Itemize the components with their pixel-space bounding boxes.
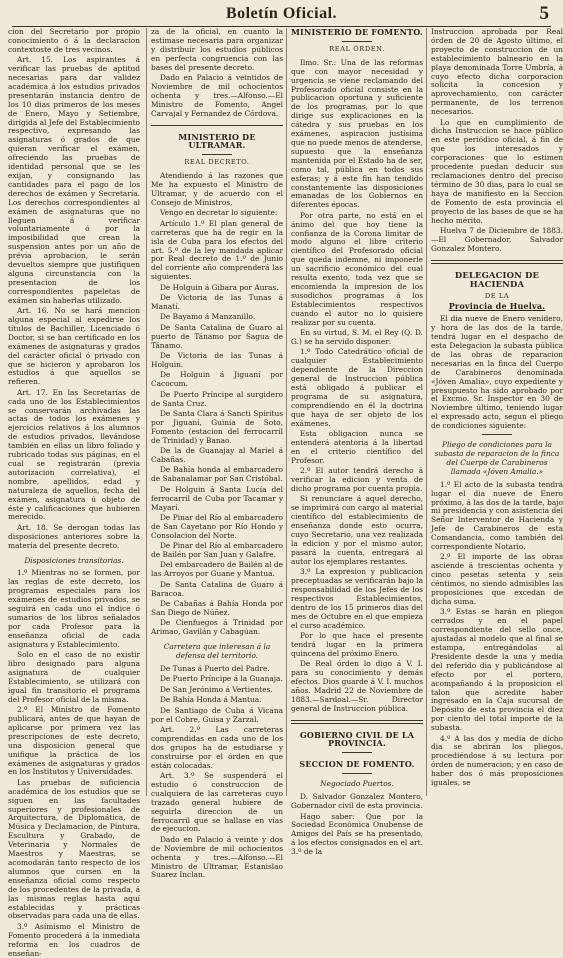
real-orden-heading: REAL ÓRDEN. — [329, 44, 385, 53]
paragraph: Art. 17. En las Secretarías de cada uno de los Establecimientos se conservarán archivadas las actas de todos los exámenes y ejercicios relativos á los alumnos de estudios privados, llevándose también en ellas un libro foliado y rubricado todas sus páginas, en el cual se registrarán (previa autorizacion correlativa), el nombre, apellidos, edad y naturaleza de aquellos, fecha del exámen, asignatura ú objeto de éste y calificaciones que hubieren merecido. — [8, 387, 140, 522]
short-divider — [342, 41, 372, 42]
short-divider — [482, 434, 512, 435]
section-divider — [151, 125, 283, 126]
pliego-heading: Pliego de condiciones para la subasta de reparacion de la finca del Cuerpo de Carabineros llamada «Jóven Amalia.» — [434, 440, 560, 476]
section-heading-fomento: MINISTERIO DE FOMENTO. — [291, 27, 423, 37]
list-item: De Cienfuegos á Trinidad por Arimao, Gavilán y Cabagúan. — [151, 618, 283, 637]
list-item: De Holguin á Santa Lucía del ferrocarril de Cuba por Tacamar y Mayarí. — [151, 484, 283, 512]
section-divider — [291, 720, 423, 724]
list-item: De Puerto Príncipe al surgidero de Santa Cruz. — [151, 389, 283, 408]
short-divider — [202, 154, 232, 155]
paragraph: cion del Secretario por propio conocimiento ó á la declaracion contextoste de tres vecinos. — [8, 27, 140, 54]
negociado-heading: Negociado Puertos. — [320, 779, 394, 789]
paragraph: 1.º Mientras no se formen, por las reglas de este decreto, los programas especiales para los exámenes de estudios privados, se seguirá en cada uno el índice ó sumarios de los libros señalados por cada Profesor para la enseñanza oficial de cada asignatura y Establecimiento. — [8, 568, 140, 649]
paragraph: Vengo en decretar lo siguiente: — [160, 208, 278, 218]
real-decreto-heading: REAL DECRETO. — [184, 158, 250, 167]
paragraph: Lo que en cumplimiento de dicha Instruccion se hace público en este periódico oficial, á fin de que los interesados y corporaciones que lo estimen procedente puedan deducir sus reclamaciones dentro del preciso término de 30 dias, para lo cual se haya de manifiesto en la Seccion de Fomento de esta provincia el proyecto de las bases de que se ha hecho mérito. — [431, 117, 563, 225]
paragraph: Instruccion aprobada por Real órden de 20 de Agosto último, el proyecto de construccion de un establecimiento balneario en la playa denominada Torre Umbría, á cuyo efecto dicha corporacion solicita la concesion y aprovechamiento, con carácter permanente, de los terrenos necesarios. — [431, 27, 563, 117]
list-item: De Santa Catalina de Guaro al puerto de Tánamo por Sagua de Tánamo. — [151, 322, 283, 350]
list-item: De Holguin á Gibara por Auras. — [160, 282, 279, 292]
section-heading-gobierno-civil: GOBIERNO CIVIL DE LA PROVINCIA. — [299, 729, 415, 749]
short-divider — [342, 752, 372, 753]
paragraph: Las pruebas de suficiencia académica de los estudios que se siguen en las facultades superiores y profesionales de Arquitectura, de Diplomática, de Música y Declamacion, de Pintura, Escultura y Grabado, de Veterinaria y Normales de Maestros y Maestras, se acomodarán tanto respecto de los alumnos que cursen en la enseñanza oficial como respecto de los procedentes de la privada, á las mismas reglas hasta aquí establecidas y prácticas observadas para cada una de ellas. — [8, 777, 140, 921]
paragraph: Huelva 7 de Diciembre de 1883.—El Gobernador, Salvador Gonzalez Montero. — [431, 225, 563, 253]
list-item: De Puerto Príncipe á la Guanaja. — [160, 674, 283, 684]
section-heading-delegacion: DELEGACION DE HACIENDA — [454, 269, 540, 289]
list-item: Del embarcadero de Bailén al de las Arroyos por Guane y Mantua. — [151, 560, 283, 579]
paragraph: Artículo 1.º El plan general de carreteras que ha de regir en la isla de Cuba para los efectos del art. 5.º de la ley mandada aplicar por Real decreto de 1.º de Junio del corriente año comprenderá las siguientes. — [151, 218, 283, 282]
list-item: De Tunas á Puerto del Padre. — [160, 664, 270, 673]
short-divider — [342, 773, 372, 774]
province-heading: Provincia de Huelva. — [448, 301, 546, 312]
paragraph: 3.º Estas se harán en pliegos cerrados y en el papel correspondiente del sello once, ajustadas al modelo que al final se estampa, entregándolas al Presidente desde la una y media del referido dia y publicándose al efecto por el portero, acompañando á la proposicion el talon que acredite haber ingresado en la Caja sucursal de Depósito de esta provincia el diez por ciento del total importe de la subasta. — [431, 607, 563, 733]
paragraph: 1.º Todo Catedrático oficial de cualquier Establecimiento dependiente de la Direccion general de Instruccion pública está obligado á publicar el programa de su asignatura, comprendiendo en él la doctrina que haya de ser objeto de los exámenes. — [291, 347, 423, 428]
paragraph: 2.º El importe de las obras asciende á trescientas ochenta y cinco pesetas setenta y seis céntimos, no siendo admisibles las proposiciones que excedan de dicha suma. — [431, 552, 563, 606]
paragraph: Art. 15. Los aspirantes á verificar las pruebas de aptitud necesarias para dar validez académica á los estudios privados presentarán instancia dentro de los 10 dias primeros de los meses de Enero, Mayo y Setiembre, dirigida al Jefe del Establecimiento respectivo, expresando las asignaturas ó grados de que quieran verificar el exámen, ofreciendo las pruebas de identidad personal que se les exijan, y consignando las cantidades para el pago de los derechos de exámen y Secretaría. Los derechos correspondientes al exámen de asignaturas que no lleguen á verificar voluntariamente ó por la imposibilidad que crean la suspension antes por un año de prévia aprobacion, le serán devueltos siempre que justifiquen alguna circunstancia con la presentacion de los correspondientes papeletas de exámen sin haberlas utilizado. — [8, 55, 140, 305]
page-header — [12, 4, 551, 27]
paragraph: Hago saber: Que por la Sociedad Económica Onubense de Amigos del País se ha presentado, á los efectos consignados en el art. 3.º de la — [291, 811, 423, 857]
page-number: 5 — [539, 3, 549, 24]
paragraph: D. Salvador Gonzalez Montero, Gobernador civil de esta provincia. — [291, 792, 423, 811]
section-heading-ultramar: MINISTERIO DE ULTRAMAR. — [178, 131, 256, 151]
column-2 — [146, 27, 283, 880]
paragraph: Art. 16. No se hará mencion alguna especial al expedirse los títulos de Bachiller, Licenciado ó Doctor, si se han certificado en los exámenes de asignaturas y grados del carácter oficial ó privado con que se hicieron y aprobaron los estudios á que aquellos se refieren. — [8, 306, 140, 387]
paragraph: De Real órden lo digo á V. I. para su conocimiento y demás efectos. Dios guarde á V. I. muchos años. Madrid 22 de Noviembre de 1883.—Sardoal.—Sr. Director general de Instruccion pública. — [291, 659, 423, 713]
newspaper-title: Boletín Oficial. — [225, 5, 338, 22]
list-item: De Cabañas á Bahía Honda por San Diego de Núñez. — [151, 599, 283, 617]
paragraph: 3.º La expresion y publicacion preceptuadas se verificarán bajo la responsabilidad de los Jefes de los respectivos Establecimientos, dentro de los 15 primeros dias del mes de Octubre en el que empieza el curso académico. — [291, 567, 423, 630]
paragraph: 3.º Asímismo el Ministro de Fomento procederá á la inmediata reforma en los cuadros de enseñan- — [8, 921, 140, 958]
paragraph: 4.º A las dos y media de dicho dia se abrirán los pliegos, procediéndose á su lectura por órden de numeracion; y en caso de haber dos ó más proposiciones iguales, se — [431, 733, 563, 788]
list-item: De Holguin á Jiguaní por Cacocum. — [151, 370, 283, 389]
list-item: De San Jerónimo á Vertientes. — [160, 684, 273, 694]
paragraph: 2.º El Ministro de Fomento publicará, antes de que hayan de aplicarse por primera vez las prescripciones de este decreto, una disposicion general que unifique la práctica de los exámenes de asignaturas y grados en los Institutos y Universidades. — [8, 705, 140, 777]
paragraph: Art. 2.º Las carreteras comprendidas en cada uno de los dos grupos ha de estudiarse y construirse por el órden en que están colocadas. — [151, 724, 283, 770]
section-divider — [431, 260, 563, 264]
list-item: De Victoria de las Tunas á Holguin. — [151, 351, 283, 369]
paragraph: Solo en el caso de no existir libro designado para alguna asignatura de cualquier Establecimiento, se utilizará con igual fin transitorio el programa del Profesor oficial de la misma. — [8, 650, 140, 704]
column-4 — [426, 28, 563, 796]
paragraph: Art. 18. Se derogan todas las disposiciones anteriores sobre la materia del presente decreto. — [8, 522, 140, 550]
column-3 — [286, 27, 423, 857]
paragraph: Esta obligacion nunca se entenderá atentoria á la libertad en el criterio científico del Profesor. — [291, 428, 423, 465]
list-item: De Santa Catalina de Guaro á Baracoa. — [151, 579, 283, 598]
paragraph: Art. 3.º Se suspenderá el estudio ó construccion de cualquiera de las carreteras cuyo trazado general hubiere de seguirla direccion de un ferrocarril que se hallase en vías de ejecucion. — [151, 770, 283, 834]
defense-roads-heading: Carretera que interesan á la defensa del territorio. — [163, 642, 271, 661]
section-heading-seccion-fomento: SECCION DE FOMENTO. — [299, 759, 415, 770]
paragraph: Por otra parte, no está en el ánimo del que hoy tiene la confianza de la Corona limitar de modo alguno el libre criterio científico del Profesorado oficial que queda indemne, ni imponerle un sacrificio económico del cual resulta exento, toda vez que se encomienda la impresion de los susodichos programas á los Establecimientos respectivos cuando el autor no lo quisiere realizar por su cuenta. — [291, 210, 423, 327]
list-item: De Victoria de las Tunas á Manatí. — [151, 293, 283, 311]
transitory-heading: Disposiciones transitorias. — [24, 555, 124, 565]
column-1 — [8, 27, 140, 958]
paragraph: Dado en Palacio á veinte y dos de Noviembre de mil ochocientos ochenta y tres.—Alfonso.—El Ministro de Ultramar, Estanislao Suarez Inclan. — [151, 834, 283, 880]
columns — [8, 27, 563, 958]
list-item: De Santa Clara á Sancti Spíritus por Jiguaní, Guinia de Soto, Fomento (estacion del ferrocarril de Trinidad) y Banao. — [151, 408, 283, 445]
paragraph: Dado en Palacio á veintidos de Noviembre de mil ochocientos ochenta y tres.—Alfonso.—El Ministro de Fomento, Angel Carvajal y Fernandez de Córdova. — [151, 73, 283, 118]
paragraph: El dia nueve de Enero venidero, y hora de las dos de la tarde, tendrá lugar en el despacho de esta Delegacion la subasta pública de las obras de reparacion necesarias en la finca del Cuerpo de Carabineros denominada «Jóven Amalia», cuyo expediente y presupuesto ha sido aprobado por el Excmo. Sr. Inspector en 30 de Noviembre último, teniendo lugar el expresado acto, segun el pliego de condiciones siguiente: — [431, 314, 563, 431]
list-item: De Santiago de Cuba á Vicana por el Cobre, Guisa y Zarzal. — [151, 705, 283, 724]
list-item: De la de Guanajay al Mariel á Cabañas. — [151, 446, 283, 464]
list-item: De Pinar del Río al embarcadero de San Cayetano por Río Hondo y Consolacion del Norte. — [151, 512, 283, 540]
paragraph: Atendiendo á las razones que Me ha expuesto el Ministro de Ultramar, y de acuerdo con el Consejo de Ministros, — [151, 171, 283, 207]
paragraph: Si renunciare á aquel derecho, se imprimirá con cargo al material científico del establecimiento de enseñanza donde esto ocurra, cuyo Secretario, una vez realizada la edicion y por el mismo autor, pasará la cuenta, entregará al autor los ejemplares restantes. — [291, 494, 423, 566]
paragraph: za de la oficial, en cuanto la estimase necesaria para organizar y distribuir los estudios públicos en perfecta congruencia con las bases del presente decreto. — [151, 27, 283, 72]
list-item: De Bahía Honda á Mantua. — [160, 695, 262, 705]
paragraph: En su virtud, S. M. el Rey (Q. D. G.) se ha servido disponer: — [291, 328, 423, 346]
paragraph: Ilmo. Sr.: Una de las reformas que con mayor necesidad y urgencia se viene reclamando del Profesorado oficial consiste en la publicacion oportuna y suficiente de los programas, por lo que dirige sus explicaciones en la cátedra y sus pruebas en los exámenes, aspiracion justísima que no puede menos de atenderse, supuesto que la enseñanza mantenida por el Estado ha de ser, como tal, pública en todos sus esferas; y á este fin han tendido constantemente las disposiciones emanadas de los Gobiernos en diferentes épocas. — [291, 57, 423, 210]
paragraph: 1.º El acto de la subasta tendrá lugar el dia nueve de Enero próximo, á las dos de la tarde, bajo mi presidencia y con asistencia del Señor Interventor de Hacienda y Jefe de Carabineros de esta Comandancia, como también del correspondiente Notario. — [431, 479, 563, 552]
list-item: De Pinar del Río al embarcadero de Bailén por San Juan y Galafre. — [151, 541, 283, 560]
paragraph: Por lo que hace el presente tendrá lugar en la primera quincena del próximo Enero. — [291, 630, 423, 658]
list-item: De Bayamo á Manzanillo. — [160, 312, 256, 322]
heading-connector: DE LA — [484, 292, 510, 301]
paragraph: 2.º El autor tendrá derecho á verificar la edicion y venta de dicho programa por cuenta propia. — [291, 466, 423, 493]
list-item: De Bahía honda al embarcadero de Sabanalamar por San Cristóbal. — [151, 465, 283, 484]
